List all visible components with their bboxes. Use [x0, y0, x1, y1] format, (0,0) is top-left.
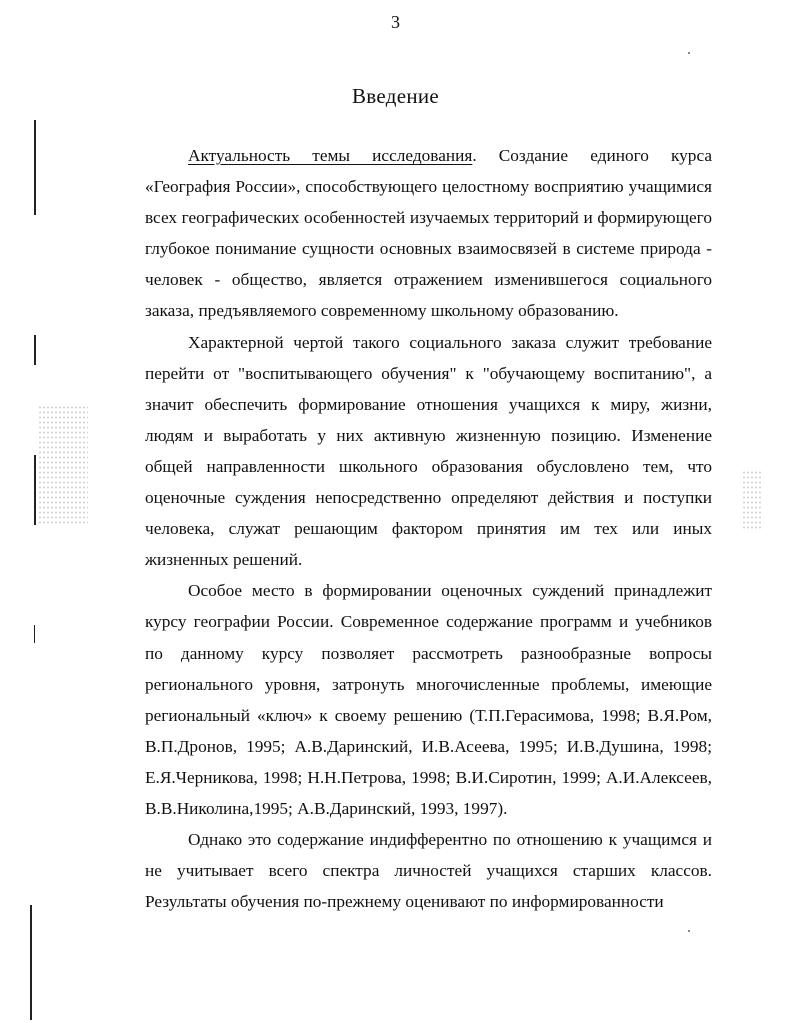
scan-dot — [688, 52, 690, 54]
paragraph-text: . Создание единого курса «География России», способствующего целостному восприятию учащимися всех географических особенностей изучаемых территорий и формирующего глубокое понимание сущности основных взаимосвязей в системе природа - человек - общество, является отражением изменившегося социального заказа, предъявляемого современному школьному образованию. — [145, 146, 712, 321]
scan-margin-line — [30, 905, 32, 1020]
scan-margin-line — [34, 625, 35, 643]
scan-smudge — [742, 470, 762, 530]
scan-margin-line — [34, 335, 36, 365]
document-body — [145, 140, 712, 917]
paragraph-geography-course: Особое место в формировании оценочных суждений принадлежит курсу географии России. Современное содержание программ и учебников по данному курсу позволяет рассмотреть разнообразные вопросы регионального уровня, затронуть многочисленные проблемы, имеющие региональный «ключ» к своему решению (Т.П.Герасимова, 1998; В.Я.Ром, В.П.Дронов, 1995; А.В.Даринский, И.В.Асеева, 1995; И.В.Душина, 1998; Е.Я.Черникова, 1998; Н.Н.Петрова, 1998; В.И.Сиротин, 1999; А.И.Алексеев, В.В.Николина,1995; А.В.Даринский, 1993, 1997). — [145, 581, 712, 818]
page-number: 3 — [391, 12, 400, 32]
paragraph-social-order: Характерной чертой такого социального заказа служит требование перейти от "воспитывающего обучения" к "обучающему воспитанию", а значит обеспечить формирование отношения учащихся к миру, жизни, людям и выработать у них активную жизненную позицию. Изменение общей направленности школьного образования обусловлено тем, что оценочные суждения непосредственно определяют действия и поступки человека, служат решающим фактором принятия им тех или иных жизненных решений. — [145, 332, 712, 570]
scan-margin-line — [34, 120, 36, 215]
paragraph-content-indifference: Однако это содержание индифферентно по отношению к учащимся и не учитывает всего спектра личностей учащихся старших классов. Результаты обучения по-прежнему оценивают по информированности — [145, 830, 712, 912]
scan-dot — [688, 930, 690, 932]
scan-margin-line — [34, 455, 36, 525]
paragraph-relevance — [145, 140, 712, 327]
page-title: Введение — [351, 84, 440, 108]
scan-smudge — [38, 405, 88, 525]
paragraph-lead-heading: Актуальность темы исследования — [188, 146, 473, 165]
